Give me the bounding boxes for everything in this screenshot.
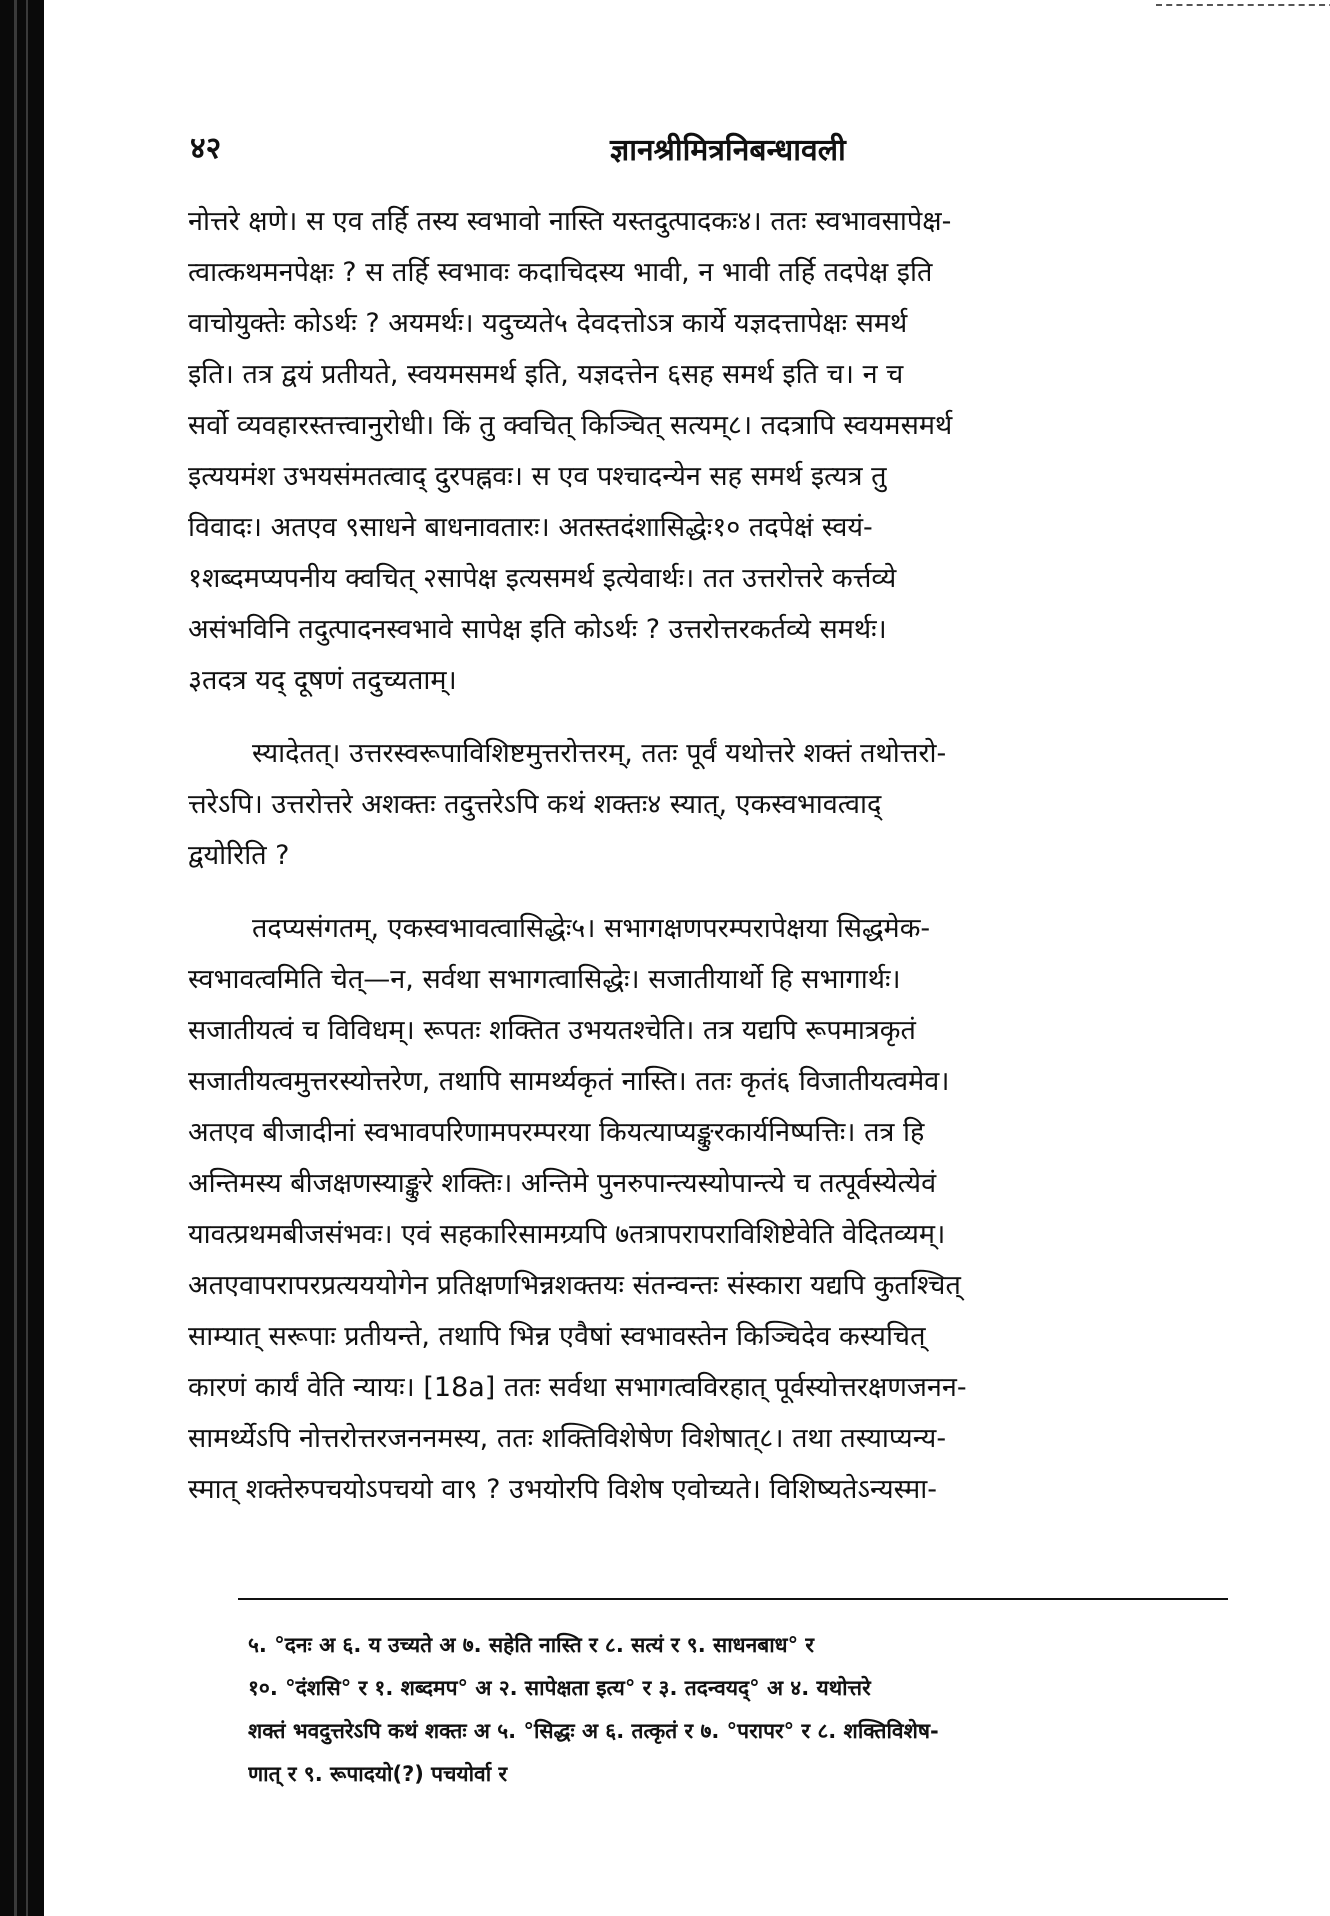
- text-line: त्वात्कथमनपेक्षः ? स तर्हि स्वभावः कदाचिदस्य भावी, न भावी तर्हि तदपेक्ष इति: [188, 257, 933, 288]
- text-line: यावत्प्रथमबीजसंभवः। एवं सहकारिसामग्र्यपि ७तत्रापरापराविशिष्टेवेति वेदितव्यम्।: [188, 1219, 946, 1250]
- text-line: स्वभावत्वमिति चेत्—न, सर्वथा सभागत्वासिद्धेः। सजातीयार्थो हि सभागार्थः।: [188, 964, 901, 995]
- spine-stripe: [14, 0, 17, 1916]
- text-line: स्यादेतत्। उत्तरस्वरूपाविशिष्टमुत्तरोत्तरम्, ततः पूर्वं यथोत्तरे शक्तं तथोत्तरो-: [252, 738, 947, 769]
- text-line: असंभविनि तदुत्पादनस्वभावे सापेक्ष इति कोऽर्थः ? उत्तरोत्तरकर्तव्ये समर्थः।: [188, 614, 887, 645]
- spine-stripe: [26, 0, 28, 1916]
- text-line: साम्यात् सरूपाः प्रतीयन्ते, तथापि भिन्न एवैषां स्वभावस्तेन किञ्चिदेव कस्यचित्: [188, 1321, 926, 1352]
- text-line: अतएव बीजादीनां स्वभावपरिणामपरम्परया कियत्याप्यङ्कुरकार्यनिष्पत्तिः। तत्र हि: [188, 1117, 925, 1148]
- page-number: ४२: [190, 131, 222, 166]
- paragraph-2: [188, 728, 1248, 881]
- text-line: सजातीयत्वमुत्तरस्योत्तरेण, तथापि सामर्थ्यकृतं नास्ति। ततः कृतं६ विजातीयत्वमेव।: [188, 1066, 950, 1097]
- top-edge-mark: [1156, 4, 1330, 6]
- text-line: त्तरेऽपि। उत्तरोत्तरे अशक्तः तदुत्तरेऽपि कथं शक्तः४ स्यात्, एकस्वभावत्वाद्: [188, 789, 882, 820]
- body-text: [188, 196, 1248, 1537]
- footnote-line: शक्तं भवदुत्तरेऽपि कथं शक्तः अ ५. °सिद्धः अ ६. तत्कृतं र ७. °परापर° र ८. शक्तिविशेष-: [248, 1719, 939, 1743]
- text-line: कारणं कार्यं वेति न्यायः। [18a] ततः सर्वथा सभागत्वविरहात् पूर्वस्योत्तरक्षणजनन-: [188, 1372, 967, 1403]
- text-line: सर्वो व्यवहारस्तत्त्वानुरोधी। किं तु क्वचित् किञ्चित् सत्यम्८। तदत्रापि स्वयमसमर्थ: [188, 410, 953, 441]
- text-line: अन्तिमस्य बीजक्षणस्याङ्कुरे शक्तिः। अन्तिमे पुनरुपान्त्यस्योपान्त्ये च तत्पूर्वस्येत्येवं: [188, 1168, 937, 1199]
- text-line: इति। तत्र द्वयं प्रतीयते, स्वयमसमर्थ इति, यज्ञदत्तेन ६सह समर्थ इति च। न च: [188, 359, 904, 390]
- text-line: वाचोयुक्तेः कोऽर्थः ? अयमर्थः। यदुच्यते५ देवदत्तोऽत्र कार्ये यज्ञदत्तापेक्षः समर्थ: [188, 308, 908, 339]
- text-line: इत्ययमंश उभयसंमतत्वाद् दुरपह्नवः। स एव पश्चादन्येन सह समर्थ इत्यत्र तु: [188, 461, 887, 492]
- text-line: तदप्यसंगतम्, एकस्वभावत्वासिद्धेः५। सभागक्षणपरम्परापेक्षया सिद्धमेक-: [252, 913, 931, 944]
- footnote-line: णात् र ९. रूपादयो(?) पचयोर्वा र: [248, 1762, 508, 1786]
- book-spine-shadow: [0, 0, 44, 1916]
- text-line: द्वयोरिति ?: [188, 840, 290, 871]
- footnote-divider: [238, 1598, 1228, 1600]
- paragraph-3: [188, 903, 1248, 1515]
- text-line: विवादः। अतएव ९साधने बाधनावतारः। अतस्तदंशासिद्धेः१० तदपेक्षं स्वयं-: [188, 512, 873, 543]
- page-header: [190, 126, 1240, 176]
- footnote-line: १०. °दंशसि° र १. शब्दमप° अ २. सापेक्षता इत्य° र ३. तदन्वयद्° अ ४. यथोत्तरे: [248, 1676, 871, 1700]
- text-line: स्मात् शक्तेरुपचयोऽपचयो वा९ ? उभयोरपि विशेष एवोच्यते। विशिष्यतेऽन्यस्मा-: [188, 1474, 938, 1505]
- text-line: ३तदत्र यद् दूषणं तदुच्यताम्।: [188, 665, 457, 696]
- text-line: सामर्थ्येऽपि नोत्तरोत्तरजननमस्य, ततः शक्तिविशेषेण विशेषात्८। तथा तस्याप्यन्य-: [188, 1423, 947, 1454]
- running-title: ज्ञानश्रीमित्रनिबन्धावली: [610, 133, 846, 168]
- text-line: अतएवापरापरप्रत्यययोगेन प्रतिक्षणभिन्नशक्तयः संतन्वन्तः संस्कारा यद्यपि कुतश्चित्: [188, 1270, 961, 1301]
- text-line: नोत्तरे क्षणे। स एव तर्हि तस्य स्वभावो नास्ति यस्तदुत्पादकः४। ततः स्वभावसापेक्ष-: [188, 206, 952, 237]
- paragraph-1: [188, 196, 1248, 706]
- footnote-line: ५. °दनः अ ६. य उच्यते अ ७. सहेति नास्ति र ८. सत्यं र ९. साधनबाध° र: [248, 1633, 814, 1657]
- text-line: सजातीयत्वं च विविधम्। रूपतः शक्तित उभयतश्चेति। तत्र यद्यपि रूपमात्रकृतं: [188, 1015, 916, 1046]
- text-line: १शब्दमप्यपनीय क्वचित् २सापेक्ष इत्यसमर्थ इत्येवार्थः। तत उत्तरोत्तरे कर्त्तव्ये: [188, 563, 897, 594]
- footnotes: [248, 1624, 1248, 1796]
